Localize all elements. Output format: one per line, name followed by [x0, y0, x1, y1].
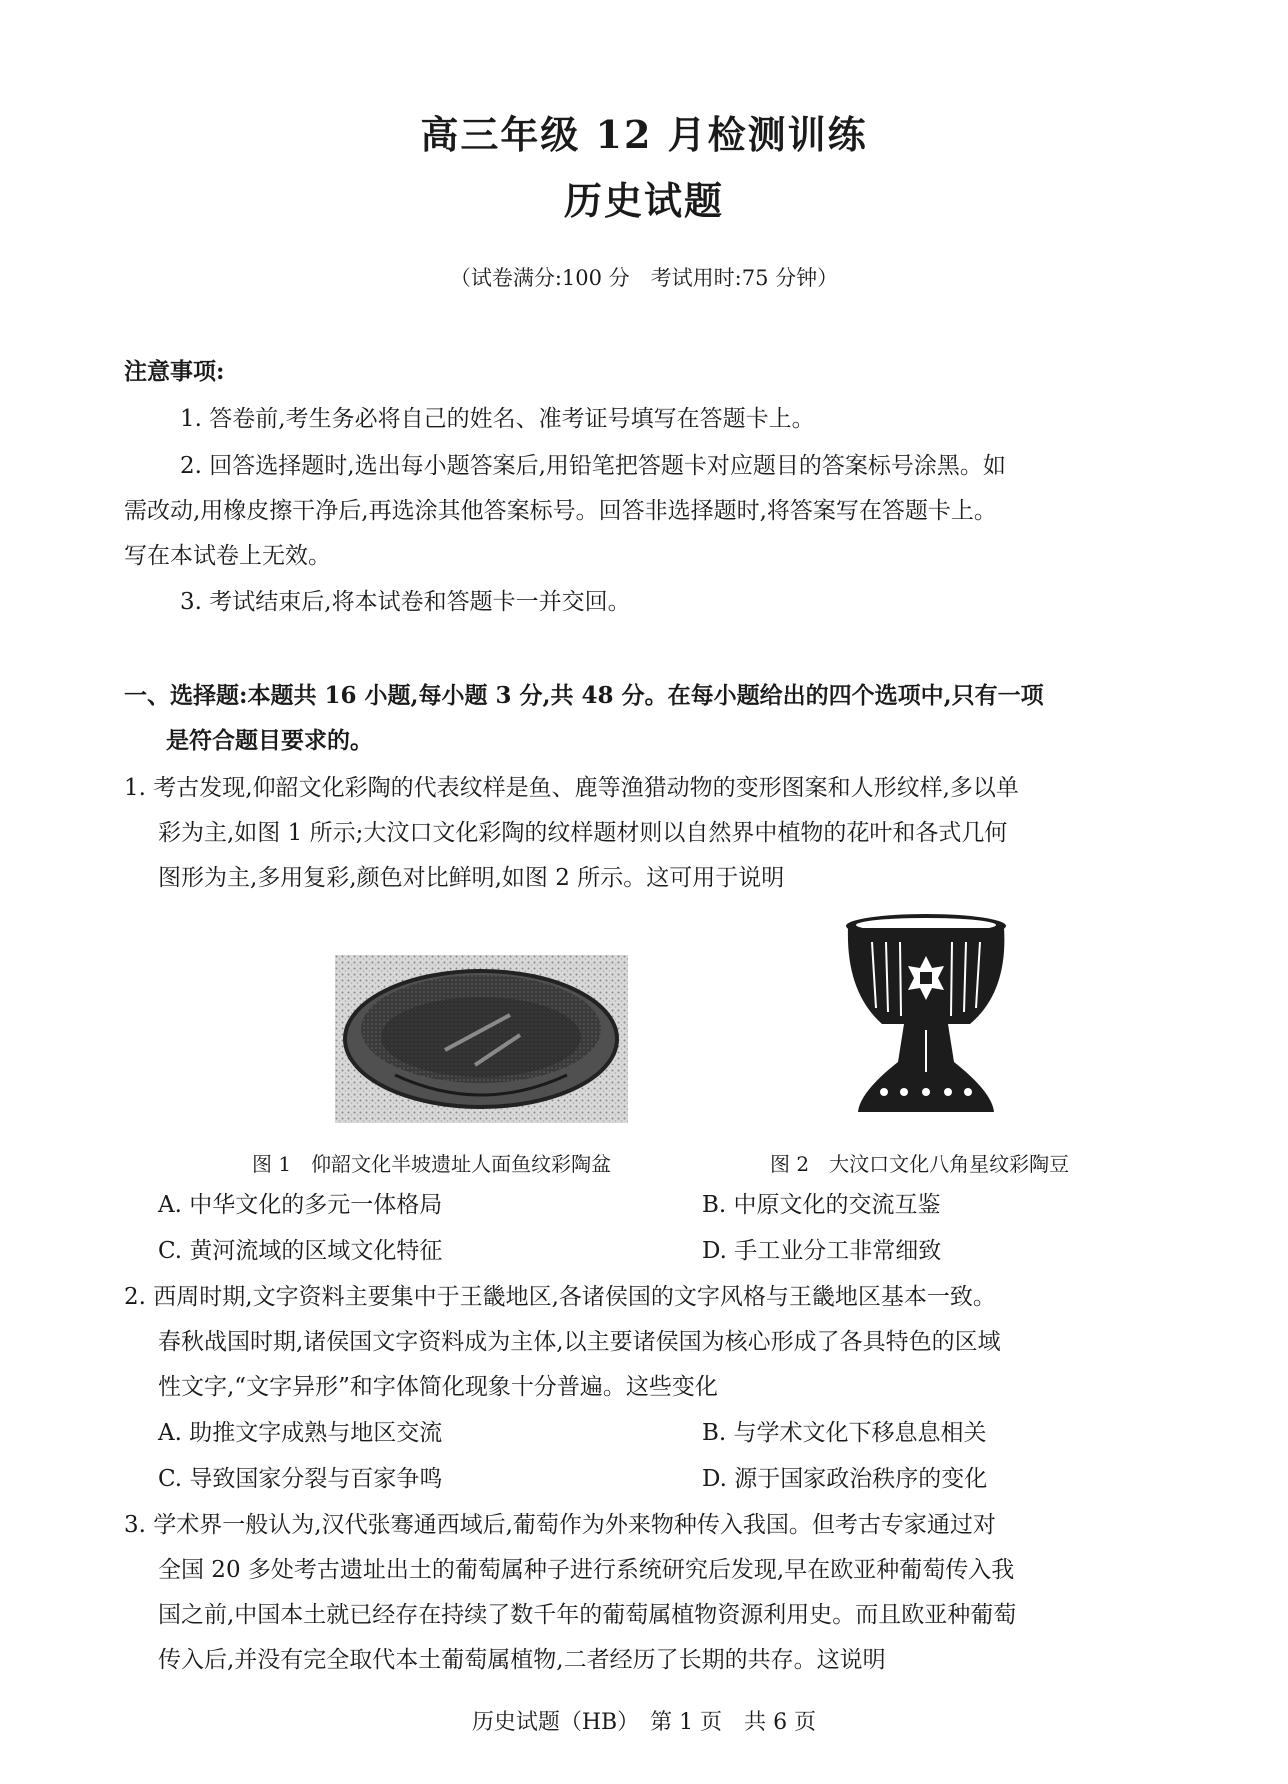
- q1-stem-line2: 彩为主,如图 1 所示;大汶口文化彩陶的纹样题材则以自然界中植物的花叶和各式几何: [158, 820, 1008, 846]
- q2-option-b: B. 与学术文化下移息息相关: [702, 1420, 987, 1446]
- q1-option-d: D. 手工业分工非常细致: [702, 1238, 942, 1264]
- exam-title: 高三年级 12 月检测训练: [420, 112, 868, 157]
- figure2-caption: 图 2 大汶口文化八角星纹彩陶豆: [770, 1152, 1070, 1176]
- q2-stem-line3: 性文字,“文字异形”和字体简化现象十分普遍。这些变化: [158, 1374, 718, 1400]
- note-item-2-line3: 写在本试卷上无效。: [124, 543, 331, 569]
- q3-stem-line2: 全国 20 多处考古遗址出土的葡萄属种子进行系统研究后发现,早在欧亚种葡萄传入我: [158, 1557, 1015, 1583]
- note-item-1: 1. 答卷前,考生务必将自己的姓名、准考证号填写在答题卡上。: [180, 406, 815, 432]
- figure1-pottery-basin: [335, 955, 628, 1123]
- page-footer: 历史试题（HB） 第 1 页 共 6 页: [471, 1710, 817, 1735]
- q1-option-c: C. 黄河流域的区域文化特征: [158, 1238, 443, 1264]
- figure2-pottery-dou: [842, 912, 1010, 1122]
- exam-meta: （试卷满分:100 分 考试用时:75 分钟）: [449, 266, 839, 290]
- notes-heading: 注意事项:: [124, 358, 225, 385]
- figure1-caption: 图 1 仰韶文化半坡遗址人面鱼纹彩陶盆: [252, 1152, 612, 1176]
- q3-stem-line4: 传入后,并没有完全取代本土葡萄属植物,二者经历了长期的共存。这说明: [158, 1647, 886, 1673]
- q2-stem-line1: 2. 西周时期,文字资料主要集中于王畿地区,各诸侯国的文字风格与王畿地区基本一致。: [124, 1284, 996, 1310]
- q1-stem-line3: 图形为主,多用复彩,颜色对比鲜明,如图 2 所示。这可用于说明: [158, 865, 785, 891]
- q2-option-d: D. 源于国家政治秩序的变化: [702, 1466, 988, 1492]
- q1-stem-line1: 1. 考古发现,仰韶文化彩陶的代表纹样是鱼、鹿等渔猎动物的变形图案和人形纹样,多以单: [124, 775, 1019, 801]
- q1-option-a: A. 中华文化的多元一体格局: [158, 1192, 443, 1218]
- q1-option-b: B. 中原文化的交流互鉴: [702, 1192, 941, 1218]
- q2-option-c: C. 导致国家分裂与百家争鸣: [158, 1466, 443, 1492]
- exam-subject: 历史试题: [563, 178, 724, 223]
- section1-heading-line2: 是符合题目要求的。: [166, 727, 373, 754]
- note-item-2-line2: 需改动,用橡皮擦干净后,再选涂其他答案标号。回答非选择题时,将答案写在答题卡上。: [124, 498, 997, 524]
- q2-stem-line2: 春秋战国时期,诸侯国文字资料成为主体,以主要诸侯国为核心形成了各具特色的区域: [158, 1329, 1001, 1355]
- q2-option-a: A. 助推文字成熟与地区交流: [158, 1420, 443, 1446]
- note-item-2-line1: 2. 回答选择题时,选出每小题答案后,用铅笔把答题卡对应题目的答案标号涂黑。如: [180, 453, 1006, 479]
- q3-stem-line3: 国之前,中国本土就已经存在持续了数千年的葡萄属植物资源利用史。而且欧亚种葡萄: [158, 1602, 1017, 1628]
- q3-stem-line1: 3. 学术界一般认为,汉代张骞通西域后,葡萄作为外来物种传入我国。但考古专家通过对: [124, 1512, 996, 1538]
- section1-heading-line1: 一、选择题:本题共 16 小题,每小题 3 分,共 48 分。在每小题给出的四个选项中,只有一项: [124, 682, 1044, 709]
- note-item-3: 3. 考试结束后,将本试卷和答题卡一并交回。: [180, 589, 631, 615]
